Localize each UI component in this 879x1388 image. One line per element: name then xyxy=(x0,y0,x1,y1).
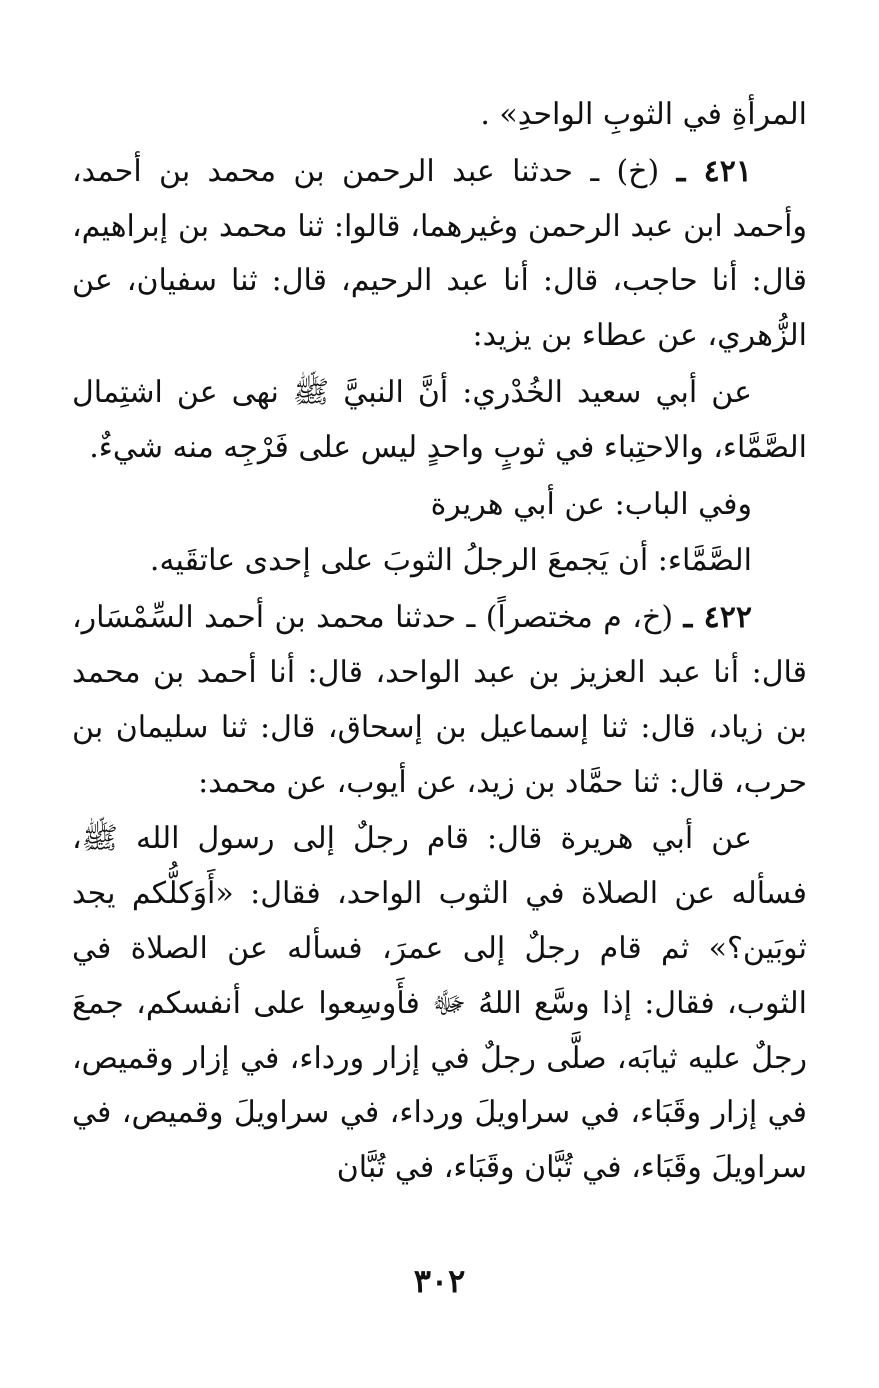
hadith-number: ٤٢٢ ـ xyxy=(683,600,753,636)
hadith-422 xyxy=(72,591,807,810)
page-number: ٣٠٢ xyxy=(413,1262,466,1300)
hadith-chain-text: (خ) ـ حدثنا عبد الرحمن بن محمد بن أحمد، وأحمد ابن عبد الرحمن وغيرهما، قالوا: ثنا محمد بن إبراهيم، قال: أنا حاجب، قال: أنا عبد الرحيم، قال: ثنا سفيان، عن الزُّهري، عن عطاء بن يزيد: xyxy=(72,153,807,354)
hadith-421-matn xyxy=(72,366,807,476)
hadith-number: ٤٢١ ـ xyxy=(676,153,752,189)
hadith-chain-text: (خ، م مختصراً) ـ حدثنا محمد بن أحمد السِّمْسَار، قال: أنا عبد العزيز بن عبد الواحد، قال: أنا أحمد بن محمد بن زياد، قال: ثنا إسماعيل بن إسحاق، قال: ثنا سليمان بن حرب، قال: ثنا حمَّاد بن زيد، عن أيوب، عن محمد: xyxy=(72,600,807,800)
hadith-text: عن أبي سعيد الخُدْري: أنَّ النبيَّ ﷺ نهى عن اشتِمال الصَّمَّاء، والاحتِباء في ثوبٍ واحدٍ ليس على فَرْجِه منه شيءٌ. xyxy=(72,374,807,465)
definition-note xyxy=(72,534,807,589)
chapter-note xyxy=(72,478,807,533)
page-body xyxy=(72,88,807,1196)
hadith-421 xyxy=(72,145,807,364)
hadith-422-matn xyxy=(72,812,807,1196)
hadith-text: عن أبي هريرة قال: قام رجلٌ إلى رسول الله ﷺ، فسأله عن الصلاة في الثوب الواحد، فقال: «أَوَكلُّكم يجد ثوبَين؟» ثم قام رجلٌ إلى عمرَ، فسأله عن الصلاة في الثوب، فقال: إذا وسَّع اللهُ ﷻ فأَوسِعوا على أنفسكم، جمعَ رجلٌ عليه ثيابَه، صلَّى رجلٌ في إزار ورداء، في إزار وقميص، في إزار وقَبَاء، في سراويلَ ورداء، في سراويلَ وقميص، في سراويلَ وقَبَاء، في تُبَّان وقَبَاء، في تُبَّان xyxy=(72,821,807,1186)
note-text: الصَّمَّاء: أن يَجمعَ الرجلُ الثوبَ على إحدى عاتقَيه. xyxy=(149,543,752,579)
paragraph-continuation xyxy=(72,88,807,143)
paragraph-text: المرأةِ في الثوبِ الواحدِ» . xyxy=(480,97,807,132)
note-text: وفي الباب: عن أبي هريرة xyxy=(430,486,752,522)
